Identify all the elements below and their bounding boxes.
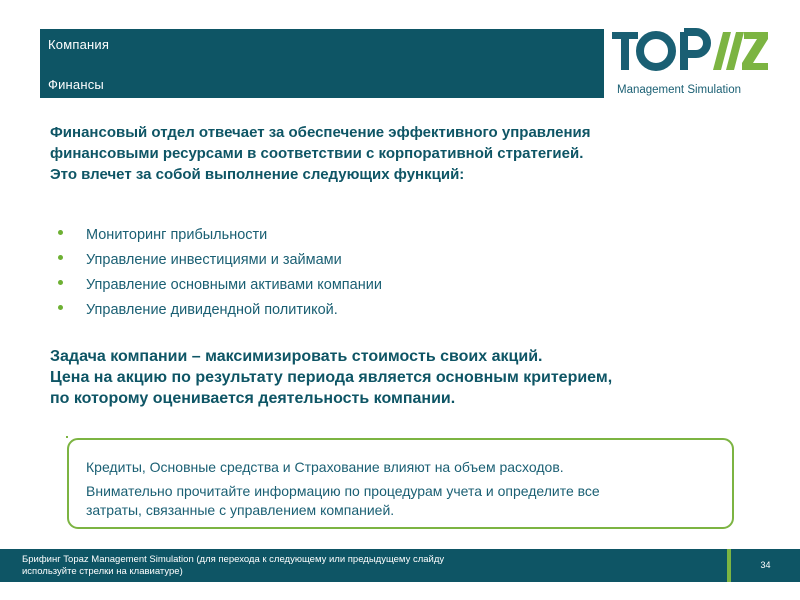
topaz-logo — [610, 28, 770, 102]
intro-line: Финансовый отдел отвечает за обеспечение эффективного управления — [50, 124, 591, 141]
header-company: Компания — [48, 37, 110, 52]
bullet-dot-icon — [58, 280, 63, 285]
intro-line: Это влечет за собой выполнение следующих функций: — [50, 166, 465, 183]
list-item-text: Мониторинг прибыльности — [86, 227, 268, 243]
logo-subtitle: Management Simulation — [617, 84, 742, 96]
footer-bar — [0, 549, 800, 582]
bullet-dot-icon — [58, 230, 63, 235]
list-item-text: Управление основными активами компании — [86, 277, 382, 293]
note-paragraph: Кредиты, Основные средства и Страхование влияют на объем расходов. — [86, 459, 564, 475]
bullet-dot-icon — [58, 255, 63, 260]
company-task-paragraph — [50, 346, 770, 409]
list-item-text: Управление инвестициями и займами — [86, 252, 342, 268]
footer-line: используйте стрелки на клавиатуре) — [22, 566, 183, 577]
task-line: Цена на акцию по результату периода является основным критерием, — [50, 369, 613, 386]
header-section: Финансы — [48, 77, 104, 92]
bullet-dot-icon — [58, 305, 63, 310]
footer-text — [22, 554, 444, 578]
task-line: по которому оценивается деятельность компании. — [50, 390, 456, 407]
topaz-wordmark-icon — [610, 28, 770, 78]
page-number: 34 — [731, 549, 800, 582]
footer-line: Брифинг Topaz Management Simulation (для перехода к следующему или предыдущему слайду — [22, 554, 445, 565]
intro-line: финансовыми ресурсами в соответствии с корпоративной стратегией. — [50, 145, 584, 162]
task-line: Задача компании – максимизировать стоимость своих акций. — [50, 348, 543, 365]
note-text — [86, 458, 600, 520]
corner-mark — [66, 436, 68, 438]
header-band — [40, 29, 604, 98]
note-line: Внимательно прочитайте информацию по процедурам учета и определите все — [86, 483, 600, 499]
footer-info — [0, 549, 727, 582]
note-paragraph — [86, 482, 600, 520]
intro-paragraph — [50, 122, 750, 185]
note-line: затраты, связанные с управлением компанией. — [86, 502, 395, 518]
list-item-text: Управление дивидендной политикой. — [86, 302, 338, 318]
